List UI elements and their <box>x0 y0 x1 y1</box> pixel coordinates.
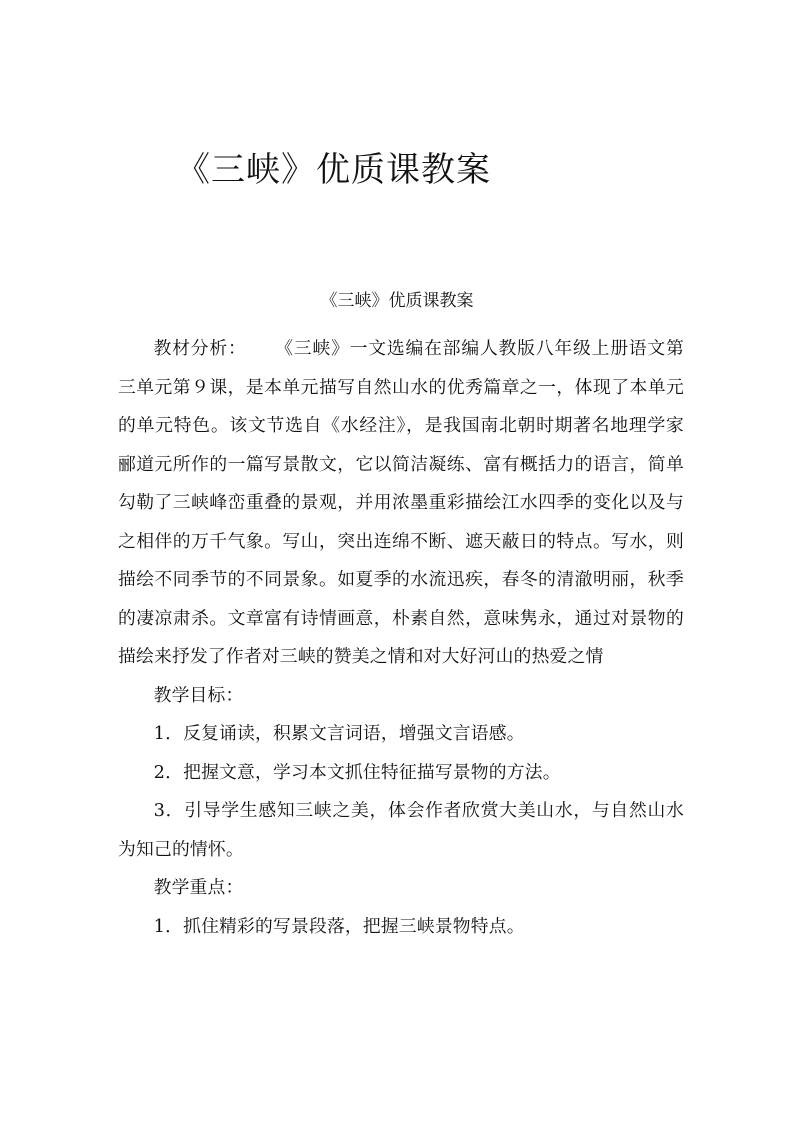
analysis-text: 《三峡》一文选编在部编人教版八年级上册语文第三单元第９课，是本单元描写自然山水的优秀篇章之一，体现了本单元的单元特色。该文节选自《水经注》，是我国南北朝时期著名地理学家郦道元所作的一篇写景散文，它以简洁凝练、富有概括力的语言，简单勾勒了三峡峰峦重叠的景观，并用浓墨重彩描绘江水四季的变化以及与之相伴的万千气象。写山，突出连绵不断、遮天蔽日的特点。写水，则描绘不同季节的不同景象。如夏季的水流迅疾，春冬的清澈明丽，秋季的凄凉肃杀。文章富有诗情画意，朴素自然，意味隽永，通过对景物的描绘来抒发了作者对三峡的赞美之情和对大好河山的热爱之情 <box>118 338 684 667</box>
document-body <box>118 330 684 946</box>
key-point-item-1: 1．抓住精彩的写景段落，把握三峡景物特点。 <box>153 915 525 937</box>
goals-heading: 教学目标： <box>153 684 244 706</box>
document-subtitle: 《三峡》优质课教案 <box>320 291 474 311</box>
goal-item-1: 1．反复诵读，积累文言词语，增强文言语感。 <box>153 723 525 744</box>
analysis-label: 教材分析： <box>153 338 247 359</box>
goal-item-3: 3．引导学生感知三峡之美，体会作者欣赏大美山水，与自然山水为知己的情怀。 <box>118 800 684 860</box>
analysis-paragraph <box>118 330 684 677</box>
document-title: 《三峡》优质课教案 <box>176 150 491 190</box>
key-points-heading: 教学重点： <box>153 877 244 898</box>
goal-item-2: 2．把握文意，学习本文抓住特征描写景物的方法。 <box>153 761 561 783</box>
